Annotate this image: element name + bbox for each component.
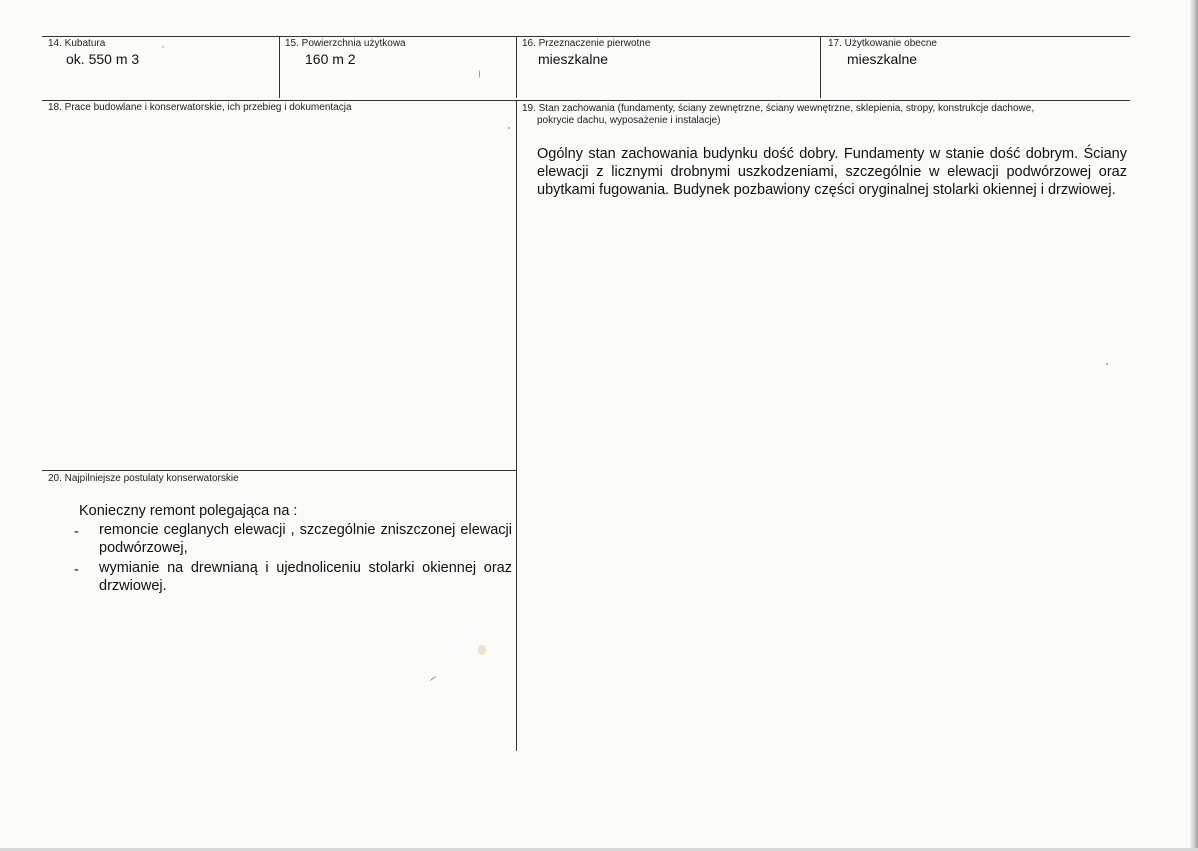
- field-20-item-2-dash: -: [74, 562, 79, 578]
- field-19-text: Ogólny stan zachowania budynku dość dobry. Fundamenty w stanie dość dobrym. Ściany elewacji z licznymi drobnymi uszkodzeniami, szczególnie w elewacji podwórzowej oraz ubytkami fugowania. Budynek pozbawiony części oryginalnej stolarki okiennej i drzwiowej.: [537, 146, 1127, 198]
- field-20-item-2-text: wymianie na drewnianą i ujednoliceniu stolarki okiennej oraz drzwiowej.: [99, 560, 512, 594]
- field-20-item-1-dash: -: [74, 524, 79, 540]
- scan-speck: [508, 127, 510, 129]
- field-14-label: 14. Kubatura: [48, 38, 106, 49]
- field-20-top-border: [42, 470, 516, 471]
- scan-speck: [479, 70, 480, 78]
- field-16-label: 16. Przeznaczenie pierwotne: [522, 38, 651, 49]
- field-19-label-line2: pokrycie dachu, wyposażenie i instalacje): [537, 115, 721, 126]
- scan-speck: [429, 676, 436, 681]
- field-14-value: ok. 550 m 3: [66, 51, 140, 67]
- field-17-value: mieszkalne: [847, 51, 918, 67]
- divider-14-15: [279, 36, 280, 98]
- field-16-value: mieszkalne: [538, 51, 609, 67]
- divider-16-17: [820, 36, 821, 98]
- divider-15-16: [516, 36, 517, 98]
- field-20-intro: Konieczny remont polegająca na :: [79, 503, 298, 519]
- field-20-label: 20. Najpilniejsze postulaty konserwatorskie: [48, 473, 239, 484]
- scan-edge-right: [1190, 0, 1198, 851]
- field-17-label: 17. Użytkowanie obecne: [828, 38, 937, 49]
- scan-speck: [1106, 363, 1108, 365]
- scan-speck: [162, 46, 164, 48]
- field-15-label: 15. Powierzchnia użytkowa: [285, 38, 406, 49]
- row2-top-border: [42, 100, 1130, 101]
- field-19-label-line1: 19. Stan zachowania (fundamenty, ściany zewnętrzne, ściany wewnętrzne, sklepienia, stropy, konstrukcje dachowe,: [522, 103, 1035, 114]
- field-20-item-1-text: remoncie ceglanych elewacji , szczególnie zniszczonej elewacji podwórzowej,: [99, 522, 512, 556]
- divider-18-19: [516, 100, 517, 751]
- field-18-label: 18. Prace budowlane i konserwatorskie, ich przebieg i dokumentacja: [48, 102, 352, 113]
- scan-speck: [478, 645, 486, 655]
- field-15-value: 160 m 2: [305, 51, 356, 67]
- row1-top-border: [42, 36, 1130, 37]
